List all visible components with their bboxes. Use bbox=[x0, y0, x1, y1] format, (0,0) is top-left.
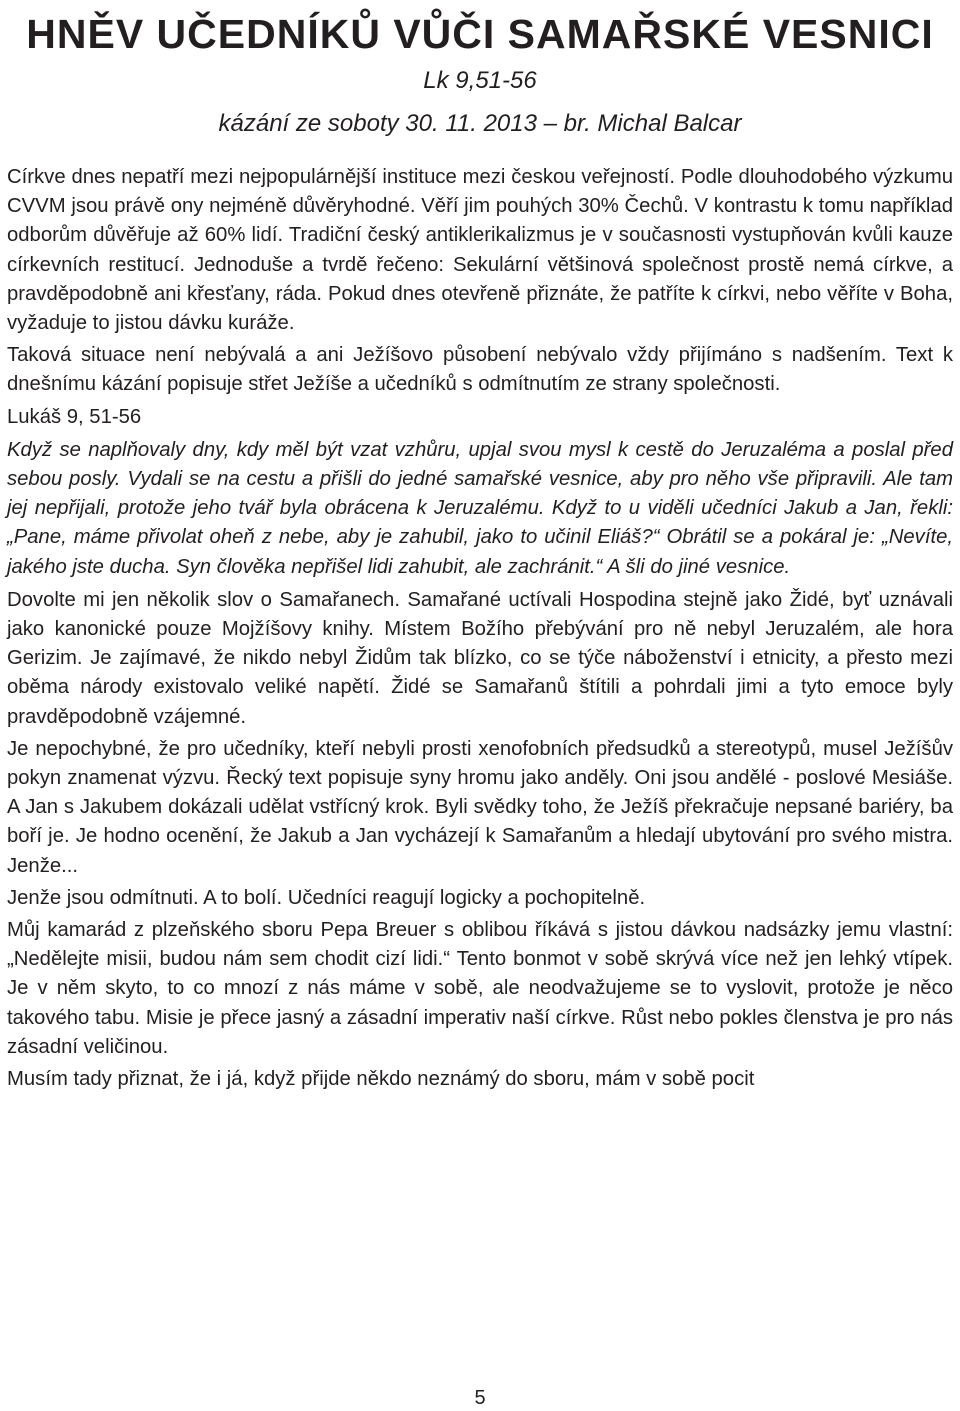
bible-reference: Lukáš 9, 51-56 bbox=[7, 405, 142, 428]
paragraph: Můj kamarád z plzeňského sboru Pepa Breuer s oblibou říkává s jistou dávkou nadsázky jemu vlastní: „Nedělejte misii, budou nám sem chodit cizí lidi.“ Tento bonmot v sobě skrývá více než jen lehký vtípek. Je v něm skyto, to co mnozí z nás máme v sobě, ale neodvažujeme se to vyslovit, protože je něco takového tabu. Misie je přece jasný a zásadní imperativ naší církve. Růst nebo pokles členstva je pro nás zásadní veličinou. bbox=[7, 919, 953, 1058]
page-title: HNĚV UČEDNÍKŮ VŮČI SAMAŘSKÉ VESNICI bbox=[26, 11, 934, 57]
paragraph: Dovolte mi jen několik slov o Samařanech. Samařané uctívali Hospodina stejně jako Židé, byť uznávali jako kanonické pouze Mojžíšovy knihy. Místem Božího přebývání pro ně nebyl Jeruzalém, ale hora Gerizim. Je zajímavé, že nikdo nebyl Židům tak blízko, co se týče náboženství i etnicity, a přesto mezi oběma národy existovalo veliké napětí. Židé se Samařanů štítili a pohrdali jimi a tyto emoce byly pravděpodobně vzájemné. bbox=[7, 588, 953, 728]
scripture-reference: Lk 9,51-56 bbox=[423, 67, 537, 94]
bible-quote: Když se naplňovaly dny, kdy měl být vzat vzhůru, upjal svou mysl k cestě do Jeruzaléma a poslal před sebou posly. Vydali se na cestu a přišli do jedné samařské vesnice, aby pro něho vše připravili. Ale tam jej nepřijali, protože jeho tvář byla obrácena k Jeruzalému. Když to u viděli učedníci Jakub a Jan, řekli: „Pane, máme přivolat oheň z nebe, aby je zahubil, jako to učinil Eliáš?“ Obrátil se a pokáral je: „Nevíte, jakého jste ducha. Syn člověka nepřišel lidi zahubit, ale zachránit.“ A šli do jiné vesnice. bbox=[7, 438, 953, 578]
sermon-subtitle: kázání ze soboty 30. 11. 2013 – br. Michal Balcar bbox=[218, 110, 742, 137]
document-body bbox=[7, 163, 953, 1094]
paragraph: Církve dnes nepatří mezi nejpopulárnější instituce mezi českou veřejností. Podle dlouhodobého výzkumu CVVM jsou právě ony nejméně důvěryhodné. Věří jim pouhých 30% Čechů. V kontrastu k tomu například odborům důvěřuje až 60% lidí. Tradiční český antiklerikalizmus je v současnosti vystupňován kvůli kauze církevních restitucí. Jednoduše a tvrdě řečeno: Sekulární většinová společnost prostě nemá církve, a pravděpodobně ani křesťany, ráda. Pokud dnes otevřeně přiznáte, že patříte k církvi, nebo věříte v Boha, vyžaduje to jistou dávku kuráže. bbox=[7, 166, 953, 335]
paragraph: Je nepochybné, že pro učedníky, kteří nebyli prosti xenofobních předsudků a stereotypů, musel Ježíšův pokyn znamenat výzvu. Řecký text popisuje syny hromu jako anděly. Oni jsou andělé - poslové Mesiáše. A Jan s Jakubem dokázali udělat vstřícný krok. Byli svědky toho, že Ježíš překračuje nepsané bariéry, ba boří je. Je hodno ocenění, že Jakub a Jan vycházejí k Samařanům a hledají ubytování pro svého mistra. Jenže... bbox=[7, 737, 953, 877]
document-page bbox=[7, 0, 953, 1411]
paragraph: Jenže jsou odmítnuti. A to bolí. Učedníci reagují logicky a pochopitelně. bbox=[7, 886, 646, 909]
paragraph: Taková situace není nebývalá a ani Ježíšovo působení nebývalo vždy přijímáno s nadšením. Text k dnešnímu kázání popisuje střet Ježíše a učedníků s odmítnutím ze strany společnosti. bbox=[7, 344, 953, 396]
paragraph: Musím tady přiznat, že i já, když přijde někdo neznámý do sboru, mám v sobě pocit bbox=[7, 1068, 755, 1091]
page-number: 5 bbox=[474, 1387, 486, 1409]
